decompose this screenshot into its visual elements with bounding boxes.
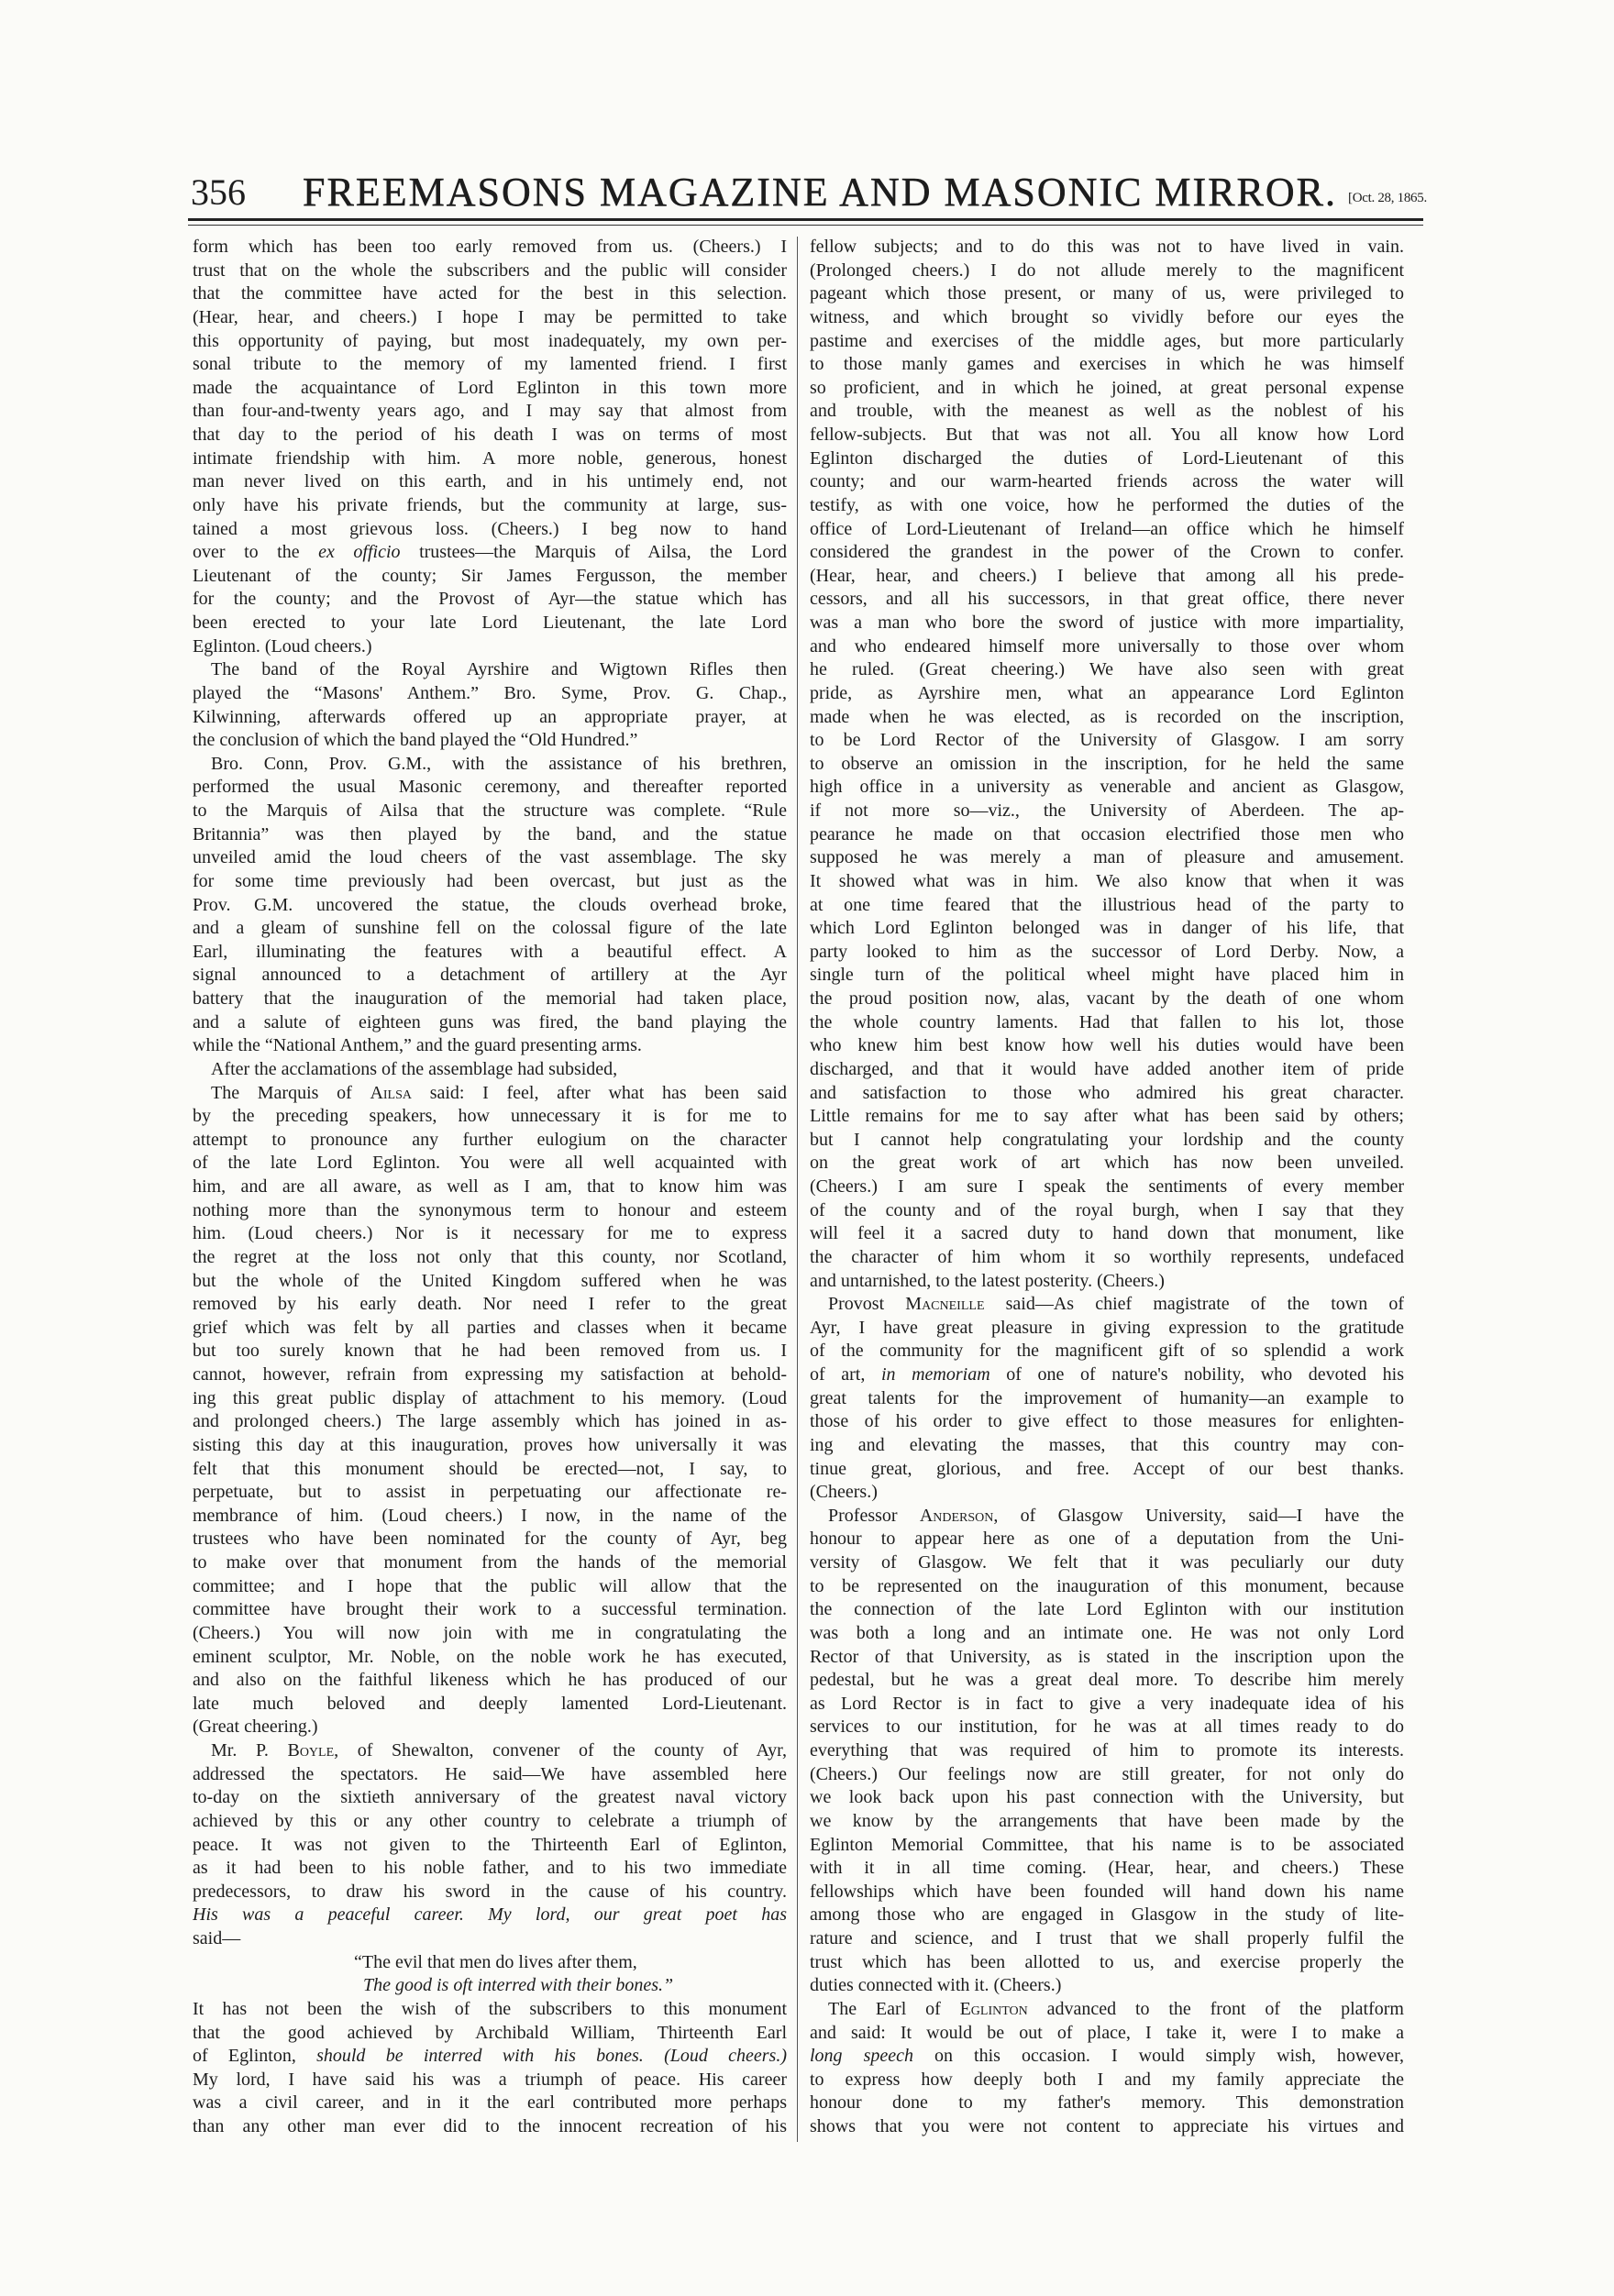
column-divider [797,237,798,2142]
text-line: to those manly games and exercises in which he was himself [810,354,1404,375]
text-line: “The evil that men do lives after them, [354,1951,637,1972]
text-line: was both a long and an intimate one. He was not only Lord [810,1622,1404,1643]
text-line: honour to appear here as one of a deputation from the Uni- [810,1529,1404,1550]
text-line: signal announced to a detachment of artillery at the Ayr [193,965,787,986]
text-line: Eglinton. (Loud cheers.) [193,635,372,657]
text-line: Prov. G.M. uncovered the statue, the clouds overhead broke, [193,894,787,915]
text-line: fellow subjects; and to do this was not to have lived in vain. [810,237,1404,257]
text-line: (Cheers.) You will now join with me in congratulating the [193,1622,787,1643]
paragraph [193,658,787,753]
text-line: felt that this monument should be erected—not, I say, to [193,1458,787,1479]
text-line: but the whole of the United Kingdom suffered when he was [193,1270,787,1291]
text-line: the whole country laments. Had that fallen to his lot, those [810,1011,1404,1032]
paragraph [193,1739,787,1951]
text-line: cannot, however, refrain from expressing my satisfaction at behold- [193,1364,787,1385]
text-run: of art, [810,1364,881,1385]
text-line: duties connected with it. (Cheers.) [810,1975,1062,1996]
italic-text: ex officio [318,542,401,563]
text-line: trust which has been allotted to us, and exercise properly the [810,1951,1404,1972]
page-number: 356 [191,171,246,213]
text-line: great talents for the improvement of humanity—an example to [810,1387,1404,1408]
text-line: as it had been to his noble father, and to his two immediate [193,1858,787,1879]
paragraph [193,1998,787,2139]
text-line [810,1998,1404,2022]
text-line: he ruled. (Great cheering.) We have also seen with great [810,659,1404,680]
text-run: Provost [828,1294,906,1315]
text-line [193,1974,787,1998]
text-line: made when he was elected, as is recorded on the inscription, [810,706,1404,727]
text-line: was a civil career, and in it the earl contributed more perhaps [193,2092,787,2114]
text-line: high office in a university as venerable and ancient as Glasgow, [810,777,1404,798]
text-line: tained a most grievous loss. (Cheers.) I beg now to hand [193,518,787,539]
text-line: fellowships which have been founded will hand down his name [810,1881,1404,1902]
text-line: (Cheers.) Our feelings now are still greater, for not only do [810,1763,1404,1784]
text-line: to observe an omission in the inscription, for he held the same [810,753,1404,774]
text-line: removed by his early death. Nor need I refer to the great [193,1294,787,1315]
speaker-name: Ailsa [370,1082,413,1103]
italic-text: long speech [810,2046,913,2067]
text-line [193,1739,787,1763]
text-line: single turn of the political wheel might have placed him in [810,965,1404,986]
paragraph [193,1058,787,1082]
text-line: pageant which those present, or many of us, were privileged to [810,283,1404,304]
text-run: of one of nature's nobility, who devoted his [989,1364,1404,1385]
text-line: discharged, and that it would have added another item of pride [810,1058,1404,1079]
text-line [193,2045,787,2069]
text-line: battery that the inauguration of the memorial had taken place, [193,988,787,1009]
text-line: with it in all time coming. (Hear, hear, and cheers.) These [810,1858,1404,1879]
text-line: sonal tribute to the memory of my lamented friend. I first [193,354,787,375]
text-line [810,2045,1404,2069]
text-line: office of Lord-Lieutenant of Ireland—an office which he himself [810,518,1404,539]
text-line: man never lived on this earth, and in his untimely end, not [193,471,787,492]
text-line: and who endeared himself more universally to those over whom [810,635,1404,657]
text-line: him. (Loud cheers.) Nor is it necessary for me to express [193,1223,787,1244]
text-line: if not more so—viz., the University of Aberdeen. The ap- [810,800,1404,821]
text-line [810,1363,1404,1387]
text-line: party looked to him as the successor of Lord Derby. Now, a [810,941,1404,962]
text-line: and said: It would be out of place, I take it, were I to make a [810,2022,1404,2043]
text-line: the proud position now, alas, vacant by the death of one whom [810,988,1404,1009]
text-line: (Hear, hear, and cheers.) I hope I may be permitted to take [193,306,787,327]
text-line: been erected to your late Lord Lieutenant, the late Lord [193,613,787,633]
text-line: achieved by this or any other country to celebrate a triumph of [193,1810,787,1831]
text-line: than any other man ever did to the innocent recreation of his [193,2116,787,2136]
text-line: those of his order to give effect to those measures for enlighten- [810,1411,1404,1432]
text-line: which Lord Eglinton belonged was in danger of his life, that [810,918,1404,939]
text-line: predecessors, to draw his sword in the cause of his country. [193,1881,787,1902]
text-line: services to our institution, for he was at all times ready to do [810,1716,1404,1738]
text-line: witness, and which brought so vividly before our eyes the [810,306,1404,327]
text-line: cessors, and all his successors, in that great office, there never [810,589,1404,610]
text-line: to be Lord Rector of the University of Glasgow. I am sorry [810,730,1404,751]
text-line: intimate friendship with him. A more noble, generous, honest [193,447,787,469]
text-run: Mr. P. [211,1740,288,1761]
text-line: sisting this day at this inauguration, proves how universally it was [193,1434,787,1455]
text-line: versity of Glasgow. We felt that it was peculiarly our duty [810,1552,1404,1573]
text-run: , of Shewalton, convener of the county of Ayr, [334,1740,787,1761]
italic-text: The good is oft interred with their bones.” [363,1975,674,1996]
text-line [810,1505,1404,1529]
header-rule-thin [188,225,1423,226]
masthead-title: FREEMASONS MAGAZINE AND MASONIC MIRROR. [303,170,1338,215]
text-line: form which has been too early removed from us. (Cheers.) I [193,237,787,257]
text-line: and a salute of eighteen guns was fired, the band playing the [193,1011,787,1032]
text-line: honour done to my father's memory. This demonstration [810,2092,1404,2114]
text-line: pearance he made on that occasion electrified those men who [810,823,1404,844]
text-line: (Great cheering.) [193,1716,318,1738]
text-line: Eglinton Memorial Committee, that his name is to be associated [810,1834,1404,1855]
text-run: of Eglinton, [193,2046,317,2067]
italic-text: in memoriam [880,1364,990,1385]
text-run: over to the [193,542,319,563]
text-line: considered the grandest in the power of the Crown to confer. [810,542,1404,563]
text-line: among those who are engaged in Glasgow in the study of lite- [810,1904,1404,1926]
text-line: county; and our warm-hearted friends across the water will [810,471,1404,492]
text-line: Bro. Conn, Prov. G.M., with the assistance of his brethren, [211,753,787,774]
text-line: that the good achieved by Archibald William, Thirteenth Earl [193,2022,787,2043]
issue-date: [Oct. 28, 1865. [1348,191,1427,205]
text-line [193,1082,787,1106]
text-line: and satisfaction to those who admired his great character. [810,1082,1404,1103]
text-run: trustees—the Marquis of Ailsa, the Lord [400,542,787,563]
speaker-name: Eglinton [959,1998,1028,2019]
text-line: trustees who have been nominated for the county of Ayr, beg [193,1529,787,1550]
text-line: nothing more than the synonymous term to honour and esteem [193,1199,787,1220]
paragraph [193,236,787,658]
text-line: Eglinton discharged the duties of Lord-Lieutenant of this [810,447,1404,469]
text-line: said— [193,1928,241,1948]
text-run: The Earl of [828,1998,960,2019]
verse-quotation [193,1951,787,1998]
text-line: on the great work of art which has now been unveiled. [810,1153,1404,1174]
text-line: Rector of that University, as is stated in the inscription upon the [810,1646,1404,1667]
text-line: Ayr, I have great pleasure in giving expression to the gratitude [810,1317,1404,1338]
text-line: but too surely known that he had been removed from us. I [193,1341,787,1362]
text-line: late much beloved and deeply lamented Lord-Lieutenant. [193,1693,787,1714]
paragraph [810,1505,1404,1998]
text-line [193,1904,787,1927]
text-line: that day to the period of his death I was on terms of most [193,425,787,445]
text-line: The band of the Royal Ayrshire and Wigtown Rifles then [211,659,787,680]
text-line: shows that you were not content to appreciate his virtues and [810,2116,1404,2136]
text-line: ing this great public display of attachment to his memory. (Loud [193,1387,787,1408]
text-line: ing and elevating the masses, that this country may con- [810,1434,1404,1455]
paragraph [810,1998,1404,2139]
text-line: Lieutenant of the county; Sir James Fergusson, the member [193,565,787,586]
text-line: for the county; and the Provost of Ayr—the statue which has [193,589,787,610]
text-line: supposed he was merely a man of pleasure and amusement. [810,847,1404,868]
text-line: played the “Masons' Anthem.” Bro. Syme, Prov. G. Chap., [193,682,787,703]
text-line: this opportunity of paying, but most inadequately, my own per- [193,330,787,351]
text-line: trust that on the whole the subscribers and the public will consider [193,259,787,281]
text-line: Kilwinning, afterwards offered up an appropriate prayer, at [193,706,787,727]
text-line: Britannia” was then played by the band, and the statue [193,823,787,844]
text-line: grief which was felt by all parties and classes when it became [193,1317,787,1338]
text-line: him, and are all aware, as well as I am, that to know him was [193,1176,787,1197]
text-line: only have his private friends, but the community at large, sus- [193,494,787,515]
text-line: will feel it a sacred duty to hand down that monument, like [810,1223,1404,1244]
text-line: of the county and of the royal burgh, when I say that they [810,1199,1404,1220]
text-run: Professor [828,1505,920,1526]
text-run: advanced to the front of the platform [1027,1998,1404,2019]
text-line: addressed the spectators. He said—We have assembled here [193,1763,787,1784]
text-line: pedestal, but he was a great deal more. To describe him merely [810,1670,1404,1691]
text-line: than four-and-twenty years ago, and I may say that almost from [193,401,787,422]
text-line: everything that was required of him to promote its interests. [810,1740,1404,1761]
italic-text: should be interred with his bones. (Loud cheers.) [316,2046,787,2067]
text-line: eminent sculptor, Mr. Noble, on the noble work he has executed, [193,1646,787,1667]
text-line: pastime and exercises of the middle ages, but more particularly [810,330,1404,351]
text-line: we know by the arrangements that have been made by the [810,1810,1404,1831]
paragraph [810,1293,1404,1505]
text-line: as Lord Rector is in fact to give a very inadequate idea of his [810,1693,1404,1714]
text-line: tinue great, glorious, and free. Accept of our best thanks. [810,1458,1404,1479]
text-line: to make over that monument from the hands of the memorial [193,1552,787,1573]
text-line: the regret at the loss not only that this county, nor Scotland, [193,1246,787,1267]
text-line: we look back upon his past connection with the University, but [810,1787,1404,1808]
text-line: to the Marquis of Ailsa that the structure was complete. “Rule [193,800,787,821]
text-line: peace. It was not given to the Thirteenth Earl of Eglinton, [193,1834,787,1855]
speaker-name: Anderson [919,1505,994,1526]
paragraph [193,1082,787,1740]
text-line: attempt to pronounce any further eulogium on the character [193,1129,787,1150]
text-run: said: I feel, after what has been said [412,1082,787,1103]
text-line: the conclusion of which the band played the “Old Hundred.” [193,730,638,751]
text-line: to-day on the sixtieth anniversary of the greatest naval victory [193,1787,787,1808]
text-line: My lord, I have said his was a triumph of peace. His career [193,2069,787,2090]
text-line: (Hear, hear, and cheers.) I believe that among all his prede- [810,565,1404,586]
text-line: It has not been the wish of the subscribers to this monument [193,1998,787,2019]
text-line: testify, as with one voice, how he performed the duties of the [810,494,1404,515]
text-line: It showed what was in him. We also know that when it was [810,870,1404,891]
text-line: at one time feared that the illustrious head of the party to [810,894,1404,915]
text-line: fellow-subjects. But that was not all. You all know how Lord [810,425,1404,445]
text-line: who knew him best know how well his duties would have been [810,1035,1404,1056]
text-line: performed the usual Masonic ceremony, and thereafter reported [193,777,787,798]
text-line: membrance of him. (Loud cheers.) I now, in the name of the [193,1505,787,1526]
text-line: and a gleam of sunshine fell on the colossal figure of the late [193,918,787,939]
text-line: was a man who bore the sword of justice with more impartiality, [810,613,1404,633]
text-line: by the preceding speakers, how unnecessary it is for me to [193,1106,787,1127]
speaker-name: Macneille [905,1294,985,1315]
text-line: to be represented on the inauguration of this monument, because [810,1575,1404,1596]
text-line: committee; and I hope that the public will allow that the [193,1575,787,1596]
text-run: The Marquis of [211,1082,370,1103]
text-line: of the late Lord Eglinton. You were all well acquainted with [193,1153,787,1174]
text-line: but I cannot help congratulating your lordship and the county [810,1129,1404,1150]
column-right [810,236,1404,2139]
text-line [193,541,787,565]
text-line: the connection of the late Lord Eglinton with our institution [810,1599,1404,1620]
text-line [810,1293,1404,1317]
text-line: made the acquaintance of Lord Eglinton in this town more [193,377,787,398]
header-rule-thick [188,218,1423,221]
text-run: said—As chief magistrate of the town of [984,1294,1404,1315]
paragraph [810,236,1404,1293]
text-line: and trouble, with the meanest as well as the noblest of his [810,401,1404,422]
text-line: and also on the faithful likeness which he has produced of our [193,1670,787,1691]
text-line: After the acclamations of the assemblage had subsided, [211,1058,618,1079]
italic-text: His was a peaceful career. My lord, our great poet has [193,1904,787,1926]
text-line: Earl, illuminating the features with a beautiful effect. A [193,941,787,962]
text-line: rature and science, and I trust that we shall properly fulfil the [810,1928,1404,1948]
text-run: , of Glasgow University, said—I have the [993,1505,1404,1526]
text-run: on this occasion. I would simply wish, however, [913,2046,1404,2067]
text-line: that the committee have acted for the best in this selection. [193,283,787,304]
text-line: unveiled amid the loud cheers of the vast assemblage. The sky [193,847,787,868]
column-left [193,236,787,2139]
text-line: (Cheers.) I am sure I speak the sentiments of every member [810,1176,1404,1197]
text-line: pride, as Ayrshire men, what an appearance Lord Eglinton [810,682,1404,703]
text-line: perpetuate, but to assist in perpetuating our affectionate re- [193,1482,787,1503]
text-line: of the community for the magnificent gift of so splendid a work [810,1341,1404,1362]
text-line: so proficient, and in which he joined, at great personal expense [810,377,1404,398]
paragraph [193,753,787,1058]
text-line: for some time previously had been overcast, but just as the [193,870,787,891]
text-line: committee have brought their work to a successful termination. [193,1599,787,1620]
speaker-name: Boyle [287,1740,335,1761]
text-line: and prolonged cheers.) The large assembly which has joined in as- [193,1411,787,1432]
text-line: (Prolonged cheers.) I do not allude merely to the magnificent [810,259,1404,281]
text-line: the character of him whom it so worthily represents, undefaced [810,1246,1404,1267]
text-line: while the “National Anthem,” and the guard presenting arms. [193,1035,642,1056]
text-line: Little remains for me to say after what has been said by others; [810,1106,1404,1127]
text-line: (Cheers.) [810,1482,878,1503]
text-line: and untarnished, to the latest posterity. (Cheers.) [810,1270,1165,1291]
text-line: to express how deeply both I and my family appreciate the [810,2069,1404,2090]
